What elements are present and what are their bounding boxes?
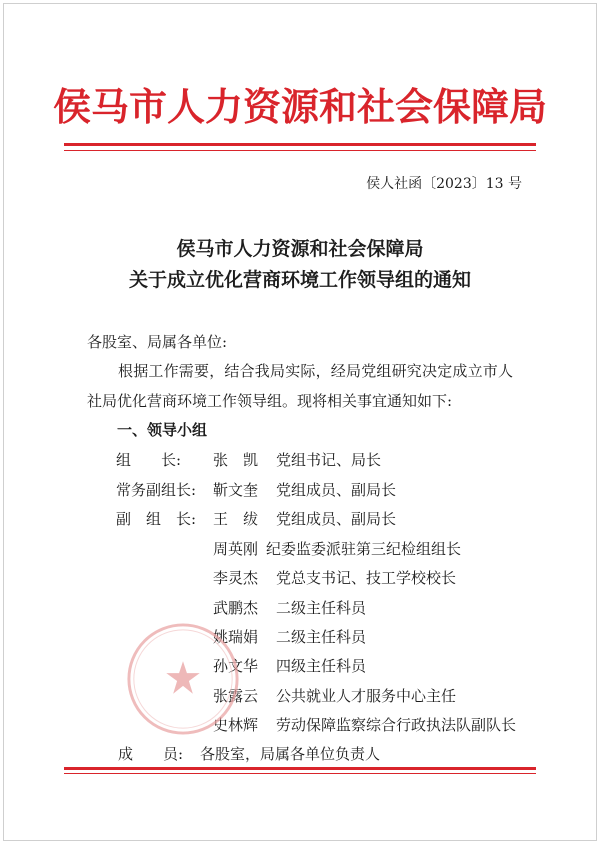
member-position: 党组成员、副局长 <box>276 510 397 528</box>
member-name: 姚瑞娟 <box>213 628 259 646</box>
member-position: 党组成员、副局长 <box>276 481 397 499</box>
member-name: 史林辉 <box>213 716 259 734</box>
member-name: 孙文华 <box>213 657 259 675</box>
footer-rule-thick <box>64 767 536 770</box>
salutation: 各股室、局属各单位: <box>87 333 228 351</box>
members-footer-role: 成 员: <box>118 745 184 763</box>
member-position: 纪委监委派驻第三纪检组组长 <box>266 540 462 558</box>
letterhead-title: 侯马市人力资源和社会保障局 <box>52 84 547 129</box>
member-position: 党总支书记、技工学校校长 <box>276 569 457 587</box>
footer-rule-thin <box>64 773 536 774</box>
official-seal-stamp <box>124 620 242 738</box>
letterhead-rule-thick <box>64 143 536 146</box>
member-name: 周英刚 <box>213 540 259 558</box>
member-role: 常务副组长: <box>116 481 197 499</box>
member-name: 王 绂 <box>213 510 259 528</box>
document-number: 侯人社函〔2023〕13 号 <box>366 176 522 192</box>
member-role: 副 组 长: <box>116 510 197 528</box>
notice-title-line2: 关于成立优化营商环境工作领导组的通知 <box>128 269 471 291</box>
member-name: 武鹏杰 <box>213 599 259 617</box>
letterhead-rule-thin <box>64 150 536 151</box>
paragraph-1-line-2: 社局优化营商环境工作领导组。现将相关事宜通知如下: <box>87 392 453 410</box>
member-name: 靳文奎 <box>213 481 259 499</box>
member-position: 公共就业人才服务中心主任 <box>276 687 457 705</box>
member-position: 劳动保障监察综合行政执法队副队长 <box>276 716 517 734</box>
member-position: 二级主任科员 <box>276 628 367 646</box>
member-name: 张 凯 <box>213 451 259 469</box>
member-role: 组 长: <box>116 451 182 469</box>
notice-title-line1: 侯马市人力资源和社会保障局 <box>176 238 424 260</box>
member-name: 张露云 <box>213 687 259 705</box>
section-heading-leadership-group: 一、领导小组 <box>117 421 208 439</box>
member-position: 四级主任科员 <box>276 657 367 675</box>
member-position: 党组书记、局长 <box>276 451 382 469</box>
member-position: 二级主任科员 <box>276 599 367 617</box>
members-footer-text: 各股室，局属各单位负责人 <box>200 745 381 763</box>
paragraph-1-line-1: 根据工作需要，结合我局实际，经局党组研究决定成立市人 <box>118 362 514 380</box>
member-name: 李灵杰 <box>213 569 259 587</box>
